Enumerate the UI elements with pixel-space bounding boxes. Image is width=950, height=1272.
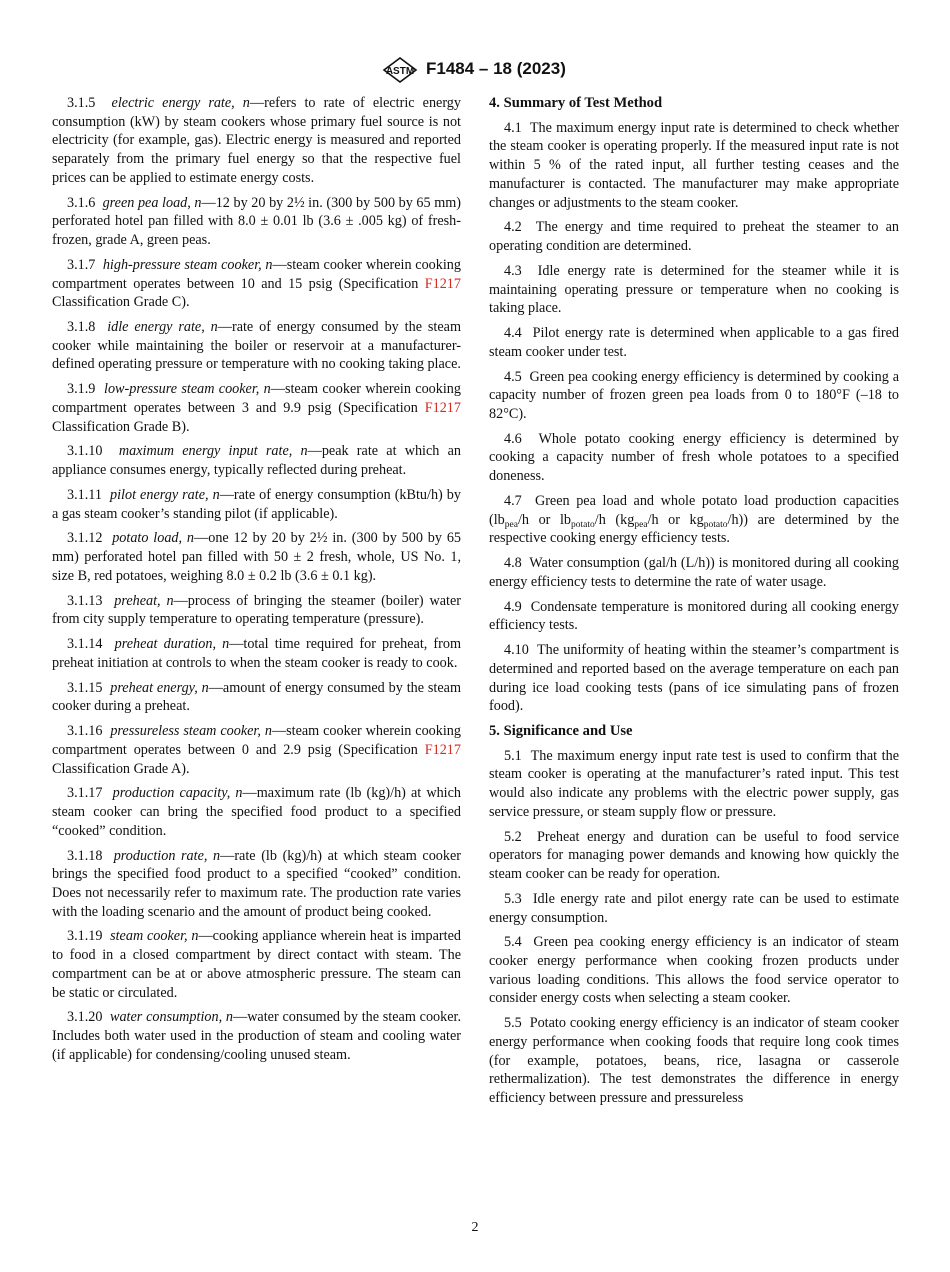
definition-3-1-11: 3.1.11 pilot energy rate, n—rate of energy consumption (kBtu/h) by a gas steam cooker’s standing pilot (if applicable). — [52, 486, 461, 522]
definition-3-1-18: 3.1.18 production rate, n—rate (lb (kg)/h) at which steam cooker brings the specified food product to a specified “cooked” condition. Does not necessarily refer to maximum rate. The production rate varies with the loading scenario and the amount of product being cooked. — [52, 847, 461, 920]
paragraph-4-1: 4.1 The maximum energy input rate is determined to check whether the steam cooker is operating properly. If the measured input rate is not within 5 % of the rated input, all further testing ceases and the manufacturer is contacted. The manufacturer may make appropriate changes or adjustments to the steam cooker. — [489, 119, 899, 211]
paragraph-4-2: 4.2 The energy and time required to preheat the steamer to an operating condition are determined. — [489, 219, 899, 255]
definition-3-1-20: 3.1.20 water consumption, n—water consumed by the steam cooker. Includes both water used in the production of steam and cooling water (if applicable) for condensing/cooling unused steam. — [52, 1009, 462, 1063]
paragraph-5-3: 5.3 Idle energy rate and pilot energy rate can be used to estimate energy consumption. — [489, 890, 899, 926]
document-id: F1484 – 18 (2023) — [426, 59, 566, 78]
definition-3-1-19: 3.1.19 steam cooker, n—cooking appliance wherein heat is imparted to food in a closed compartment by direct contact with steam. The compartment can be at or above atmospheric pressure. The steam can be static or circulated. — [52, 928, 461, 1001]
f1217-link[interactable]: F1217 — [424, 741, 461, 758]
definition-3-1-17: 3.1.17 production capacity, n—maximum rate (lb (kg)/h) at which steam cooker can bring the specified food product to a specified “cooked” condition. — [52, 785, 461, 839]
astm-logo — [380, 56, 420, 84]
paragraph-5-1: 5.1 The maximum energy input rate test is used to confirm that the steam cooker is operating at the manufacturer’s rated input. This test would also indicate any problems with the electric power supply, gas service pressure, or steam supply flow or pressure. — [489, 747, 899, 820]
svg-text:ASTM: ASTM — [385, 66, 415, 77]
paragraph-4-5: 4.5 Green pea cooking energy efficiency is determined by cooking a capacity number of frozen green pea loads from 0 to 180°F (–18 to 82°C). — [489, 368, 899, 422]
paragraph-4-7: 4.7 Green pea load and whole potato load production capacities ($lb_{pea}/h$ or $lb_{potato}/h$ ($kg_{pea}/h$ or $kg_{potato}/h$)) are determined by the respective cooking energy efficiency tests. — [489, 492, 900, 547]
left-column — [52, 94, 461, 1071]
f1217-link[interactable]: F1217 — [424, 399, 461, 416]
paragraph-4-10: 4.10 The uniformity of heating within the steamer’s compartment is determined and reported based on the average temperature on each pan during ice load cooking tests (pans of ice simulating pans of frozen food). — [489, 642, 899, 715]
paragraph-4-3: 4.3 Idle energy rate is determined for the steamer while it is maintaining operating pressure or temperature when no cooking is taking place. — [489, 262, 900, 317]
paragraph-4-4: 4.4 Pilot energy rate is determined when applicable to a gas fired steam cooker under test. — [489, 325, 899, 360]
definition-3-1-10: 3.1.10 maximum energy input rate, n—peak rate at which an appliance consumes energy, typically reflected during preheat. — [52, 443, 461, 479]
section-heading: 4. Summary of Test Method — [489, 95, 663, 111]
definition-3-1-9: 3.1.9 low-pressure steam cooker, n—steam cooker wherein cooking compartment operates between 3 and 9.9 psig (Specification F1217 Classification Grade B). — [52, 381, 461, 435]
definition-3-1-13: 3.1.13 preheat, n—process of bringing the steamer (boiler) water from city supply temperature to operating temperature (pressure). — [52, 592, 461, 628]
definition-3-1-12: 3.1.12 potato load, n—one 12 by 20 by 2½ in. (300 by 500 by 65 mm) perforated hotel pan filled with 50 ± 2 fresh, whole, US No. 1, size B, red potatoes, weighing 8.0 ± 0.2 lb (3.6 ± 0.1 kg). — [52, 530, 462, 584]
definition-3-1-5: 3.1.5 electric energy rate, n—refers to rate of electric energy consumption (kW) by steam cookers whose primary fuel source is not electricity (for example, gas). Electric energy is measured and reported separately from the primary fuel energy so that the respective fuel prices can be applied to estimate energy costs. — [52, 95, 461, 186]
section-heading: 5. Significance and Use — [489, 723, 633, 740]
page-number: 2 — [471, 1220, 479, 1235]
definition-3-1-8: 3.1.8 idle energy rate, n—rate of energy consumed by the steam cooker while maintaining the boiler or reservoir at a manufacturer-defined operating pressure or temperature with no cooking taking place. — [52, 319, 462, 373]
paragraph-5-4: 5.4 Green pea cooking energy efficiency is an indicator of steam cooker energy performance when cooking frozen products under various loading conditions. This allows the food service operator to consider energy costs when selecting a steam cooker. — [489, 934, 900, 1007]
paragraph-4-9: 4.9 Condensate temperature is monitored during all cooking energy efficiency tests. — [489, 598, 899, 634]
paragraph-5-5: 5.5 Potato cooking energy efficiency is an indicator of steam cooker energy performance when cooking foods that require long cook times (for example, potatoes, beans, rice, lasagna or casserole rethermalization). The test demonstrates the difference in energy efficiency between pressure and pressureless — [489, 1015, 899, 1107]
paragraph-4-8: 4.8 Water consumption (gal/h (L/h)) is monitored during all cooking energy efficiency tests to determine the rate of water usage. — [489, 555, 899, 590]
definition-3-1-14: 3.1.14 preheat duration, n—total time required for preheat, from preheat initiation at controls to when the steam cooker is ready to cook. — [52, 636, 461, 671]
paragraph-4-6: 4.6 Whole potato cooking energy efficiency is determined by cooking a capacity number of fresh whole potatoes to a specified doneness. — [489, 430, 900, 485]
paragraph-5-2: 5.2 Preheat energy and duration can be useful to food service operators for managing power demands and knowing how quickly the steam cooker can be ready for operation. — [489, 828, 900, 883]
definition-3-1-16: 3.1.16 pressureless steam cooker, n—steam cooker wherein cooking compartment operates between 0 and 2.9 psig (Specification F1217 Classification Grade A). — [52, 723, 461, 777]
definition-3-1-7: 3.1.7 high-pressure steam cooker, n—steam cooker wherein cooking compartment operates between 10 and 15 psig (Specification F1217 Classification Grade C). — [52, 256, 461, 311]
definition-3-1-6: 3.1.6 green pea load, n—12 by 20 by 2½ in. (300 by 500 by 65 mm) perforated hotel pan filled with 8.0 ± 0.01 lb (3.6 ± .005 kg) of fresh-frozen, grade A, green peas. — [52, 194, 462, 249]
page-header — [0, 56, 950, 86]
right-column — [489, 94, 899, 1114]
definition-3-1-15: 3.1.15 preheat energy, n—amount of energy consumed by the steam cooker during a preheat. — [52, 679, 462, 715]
f1217-link[interactable]: F1217 — [424, 275, 461, 292]
